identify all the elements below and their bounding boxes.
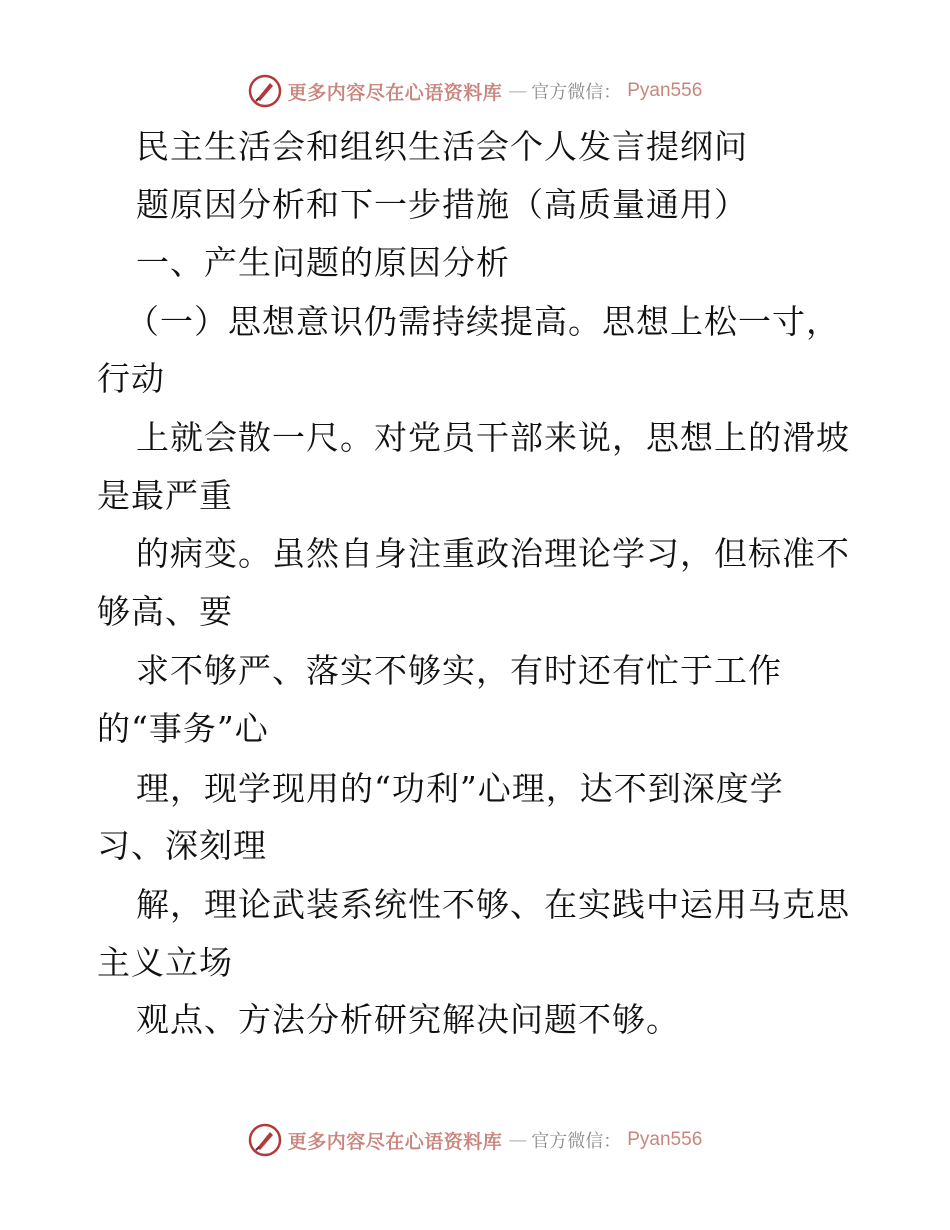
title-line-2: 题原因分析和下一步措施（高质量通用） bbox=[136, 185, 748, 224]
body-line: 习、深刻理 bbox=[97, 826, 267, 865]
header-watermark bbox=[0, 71, 950, 111]
title-line-1: 民主生活会和组织生活会个人发言提纲问 bbox=[136, 127, 748, 166]
body-line: 理，现学现用的“功利”心理，达不到深度学 bbox=[136, 769, 784, 808]
footer-watermark bbox=[0, 1120, 950, 1160]
body-line: 够高、要 bbox=[97, 592, 233, 631]
body-line: 求不够严、落实不够实，有时还有忙于工作 bbox=[136, 651, 782, 690]
body-line: 解，理论武装系统性不够、在实践中运用马克思 bbox=[136, 885, 850, 924]
body-line: 行动 bbox=[97, 359, 165, 398]
body-line: 的病变。虽然自身注重政治理论学习，但标准不 bbox=[136, 534, 850, 573]
body-line: 观点、方法分析研究解决问题不够。 bbox=[136, 1000, 680, 1039]
body-line: （一）思想意识仍需持续提高。思想上松一寸， bbox=[126, 302, 840, 341]
watermark-official-label: 官方微信： bbox=[531, 82, 622, 103]
body-line: 的“事务”心 bbox=[97, 709, 269, 748]
watermark-brand: 更多内容尽在心语资料库 bbox=[287, 1130, 503, 1153]
quill-logo-icon bbox=[248, 74, 282, 108]
watermark-handle: Pyan556 bbox=[627, 1129, 703, 1150]
watermark-separator: — bbox=[508, 80, 526, 102]
body-line: 主义立场 bbox=[97, 943, 233, 982]
section-heading: 一、产生问题的原因分析 bbox=[136, 243, 510, 282]
body-line: 是最严重 bbox=[97, 476, 233, 515]
watermark-official-label: 官方微信： bbox=[531, 1131, 622, 1152]
quill-logo-icon bbox=[248, 1123, 282, 1157]
watermark-separator: — bbox=[508, 1129, 526, 1151]
body-line: 上就会散一尺。对党员干部来说，思想上的滑坡 bbox=[136, 418, 850, 457]
watermark-handle: Pyan556 bbox=[627, 80, 703, 101]
watermark-brand: 更多内容尽在心语资料库 bbox=[287, 81, 503, 104]
